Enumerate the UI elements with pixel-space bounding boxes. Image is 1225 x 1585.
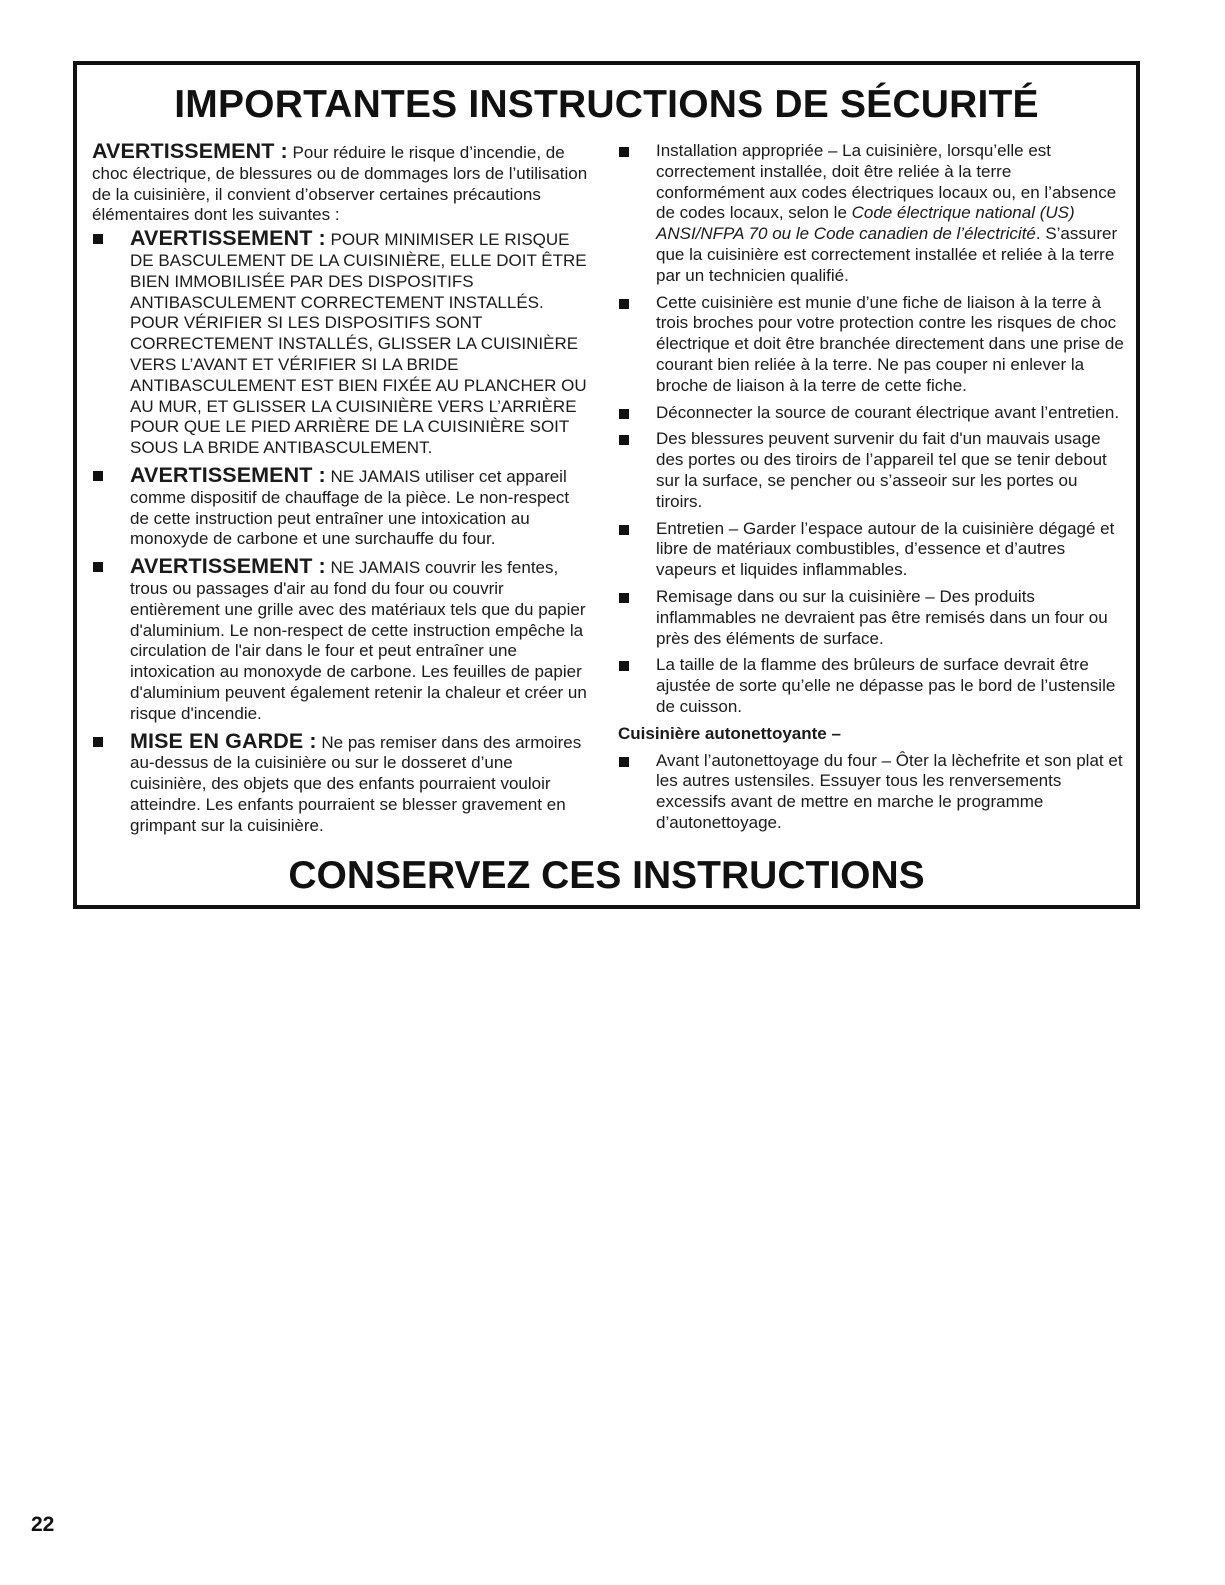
list-item <box>618 655 1124 717</box>
square-bullet-icon <box>619 299 629 309</box>
self-clean-list <box>618 751 1124 834</box>
list-item <box>618 429 1124 512</box>
square-bullet-icon <box>93 737 103 747</box>
save-instructions-heading: CONSERVEZ CES INSTRUCTIONS <box>288 854 925 897</box>
self-clean-subheading: Cuisinière autonettoyante – <box>618 723 841 743</box>
warning-text: NE JAMAIS couvrir les fentes, trous ou passages d'air au fond du four ou couvrir entièrement une grille avec des matériaux tels que du papier d'aluminium. Le non-respect de cette instruction empêche la circulation de l'air dans le four et peut entraîner une intoxication au monoxyde de carbone. Les feuilles de papier d'aluminium peuvent également retenir la chaleur et créer un risque d'incendie. <box>130 558 587 723</box>
warning-text: POUR MINIMISER LE RISQUE DE BASCULEMENT DE LA CUISINIÈRE, ELLE DOIT ÊTRE BIEN IMMOBILISÉE PAR DES DISPOSITIFS ANTIBASCULEMENT CORRECTEMENT INSTALLÉS. POUR VÉRIFIER SI LES DISPOSITIFS SONT CORRECTEMENT INSTALLÉS, GLISSER LA CUISINIÈRE VERS L’AVANT ET VÉRIFIER SI LA BRIDE ANTIBASCULEMENT EST BIEN FIXÉE AU PLANCHER OU AU MUR, ET GLISSER LA CUISINIÈRE VERS L’ARRIÈRE POUR QUE LE PIED ARRIÈRE DE LA CUISINIÈRE SOIT SOUS LA BRIDE ANTIBASCULEMENT. <box>130 230 587 458</box>
intro-paragraph <box>92 141 592 226</box>
installation-text: Installation appropriée – La cuisinière, lorsqu’elle est correctement installée, doit être reliée à la terre conformément aux codes électriques locaux ou, en l’absence de codes locaux, selon le <box>656 141 1117 223</box>
square-bullet-icon <box>93 234 103 244</box>
list-item-text: Déconnecter la source de courant électrique avant l’entretien. <box>656 402 1120 422</box>
list-item <box>92 228 592 459</box>
square-bullet-icon <box>619 147 629 157</box>
list-item-text: Des blessures peuvent survenir du fait d'un mauvais usage des portes ou des tiroirs de l’appareil tel que se tenir debout sur la surface, se pencher ou s’asseoir sur les portes ou tiroirs. <box>656 429 1107 511</box>
warning-label: AVERTISSEMENT : <box>130 226 326 251</box>
warning-label: AVERTISSEMENT : <box>130 462 326 487</box>
list-item <box>618 293 1124 397</box>
right-column <box>618 141 1124 840</box>
right-bullet-list <box>618 141 1124 718</box>
list-item <box>92 556 592 724</box>
list-item <box>618 519 1124 581</box>
square-bullet-icon <box>93 471 103 481</box>
list-item-text: Avant l’autonettoyage du four – Ôter la lèchefrite et son plat et les autres ustensiles. Essuyer tous les renversements excessifs avant de mettre en marche le programme d’autonettoyage. <box>656 750 1123 832</box>
list-item <box>92 462 592 550</box>
list-item-text: Remisage dans ou sur la cuisinière – Des produits inflammables ne devraient pas être remisés dans un four ou près des éléments de surface. <box>656 586 1108 648</box>
square-bullet-icon <box>619 661 629 671</box>
list-item <box>618 751 1124 834</box>
page-title: IMPORTANTES INSTRUCTIONS DE SÉCURITÉ <box>174 83 1039 126</box>
list-item <box>618 587 1124 649</box>
square-bullet-icon <box>619 593 629 603</box>
intro-warning-text: Pour réduire le risque d’incendie, de choc électrique, de blessures ou de dommages lors de l’utilisation de la cuisinière, il convient d’observer certaines précautions élémentaires dont les suivantes : <box>92 143 588 225</box>
list-item-text: La taille de la flamme des brûleurs de surface devrait être ajustée de sorte qu’elle ne dépasse pas le bord de l’ustensile de cuisson. <box>656 655 1116 716</box>
safety-instructions-box <box>73 61 1140 909</box>
page-number: 22 <box>31 1513 55 1536</box>
list-item <box>618 141 1124 287</box>
list-item <box>92 728 592 837</box>
warning-text: NE JAMAIS utiliser cet appareil comme dispositif de chauffage de la pièce. Le non-respect de cette instruction peut entraîner une intoxication au monoxyde de carbone et une surchauffe du four. <box>130 466 570 549</box>
square-bullet-icon <box>619 757 629 767</box>
left-bullet-list <box>92 228 592 836</box>
square-bullet-icon <box>619 435 629 445</box>
square-bullet-icon <box>619 409 629 419</box>
intro-warning-label: AVERTISSEMENT : <box>92 139 288 163</box>
left-column <box>92 141 592 843</box>
square-bullet-icon <box>93 562 103 572</box>
installation-text-end: . S’assurer que la cuisinière est correctement installée et reliée à la terre par un technicien qualifié. <box>656 224 1118 285</box>
caution-label: MISE EN GARDE : <box>130 728 317 753</box>
caution-text: Ne pas remiser dans des armoires au-dessus de la cuisinière ou sur le dosseret d’une cuisinière, des objets que des enfants pourraient vouloir atteindre. Les enfants pourraient se blesser gravement en grimpant sur la cuisinière. <box>130 732 582 835</box>
list-item-text: Cette cuisinière est munie d’une fiche de liaison à la terre à trois broches pour votre protection contre les risques de choc électrique et doit être branchée directement dans une prise de courant bien reliée à la terre. Ne pas couper ni enlever la broche de liaison à la terre de cette fiche. <box>656 292 1124 395</box>
electrical-code-reference: Code électrique national (US) ANSI/NFPA 70 ou le Code canadien de l’électricité <box>656 203 1075 244</box>
warning-label: AVERTISSEMENT : <box>130 554 326 579</box>
list-item-text: Entretien – Garder l’espace autour de la cuisinière dégagé et libre de matériaux combustibles, d’essence et d’autres vapeurs et liquides inflammables. <box>656 518 1115 580</box>
square-bullet-icon <box>619 525 629 535</box>
list-item <box>618 403 1124 424</box>
